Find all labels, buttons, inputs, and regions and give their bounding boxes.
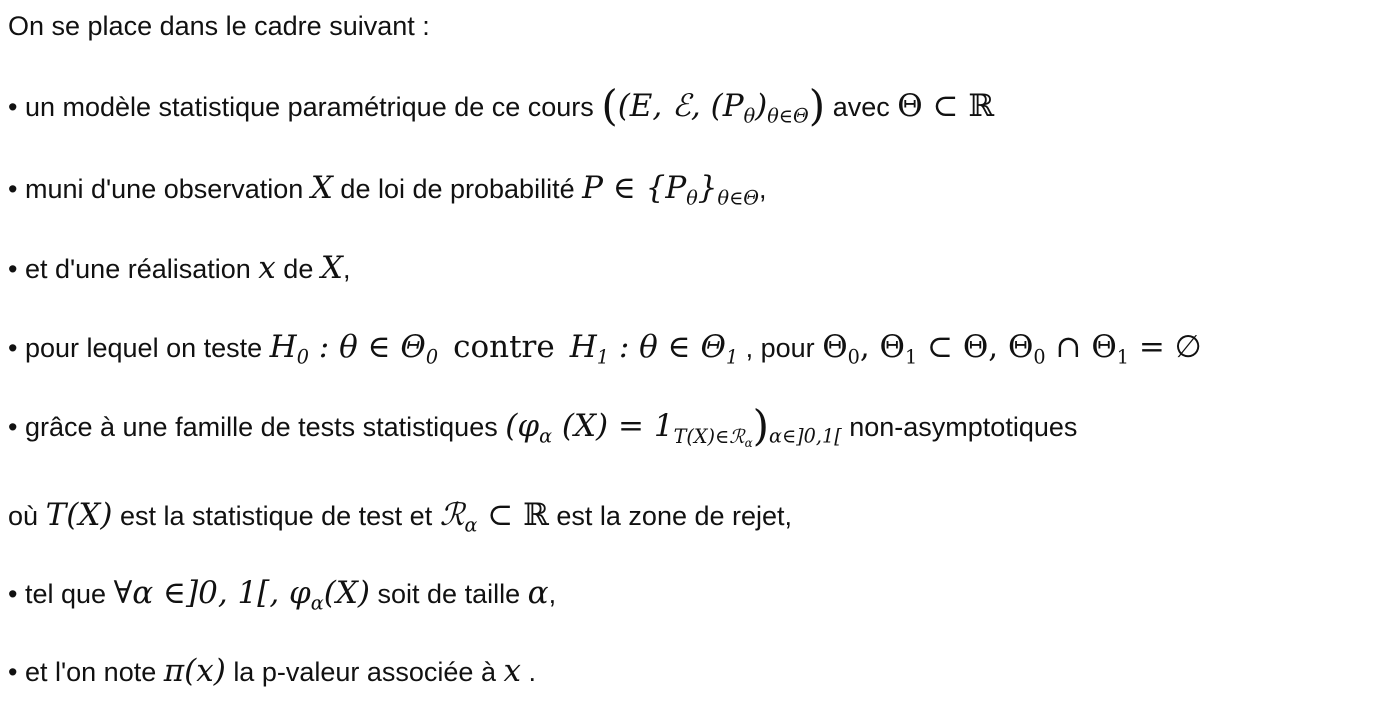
bullet-item-hypotheses: • pour lequel on teste $H_0$ : θ ∈ $\Theta_0$ contre $H_1$ : θ ∈ $\Theta_1$ , pour $\Theta_0$, $\Theta_1$ ⊂ Θ, $\Theta_0$ ∩ $\Theta_1$ = ∅	[8, 329, 1202, 369]
bullet-item-size: • tel que ∀α ∈]0, 1[, $\varphi_\alpha(X)$ soit de taille α,	[8, 575, 557, 615]
math-X2: X	[320, 250, 343, 286]
math-H0: $H_0$ : θ ∈ $\Theta_0$	[269, 329, 439, 369]
math-pi-x: π(x)	[163, 653, 226, 689]
bullet-item-tests: • grâce à une famille de tests statistiques ($\varphi_\alpha$ $(X) = 1_{T(X)\in ℛ_\alpha})_{\alpha\in]0,1[}$ non-asymptotiques	[8, 401, 1078, 450]
math-H1: $H_1$ : θ ∈ $\Theta_1$	[569, 329, 739, 369]
math-test-family: ($\varphi_\alpha$ $(X) = 1_{T(X)\in ℛ_\alpha})_{\alpha\in]0,1[}$	[505, 401, 842, 450]
math-partition: $\Theta_0$, $\Theta_1$ ⊂ Θ, $\Theta_0$ ∩ $\Theta_1$ = ∅	[822, 329, 1202, 369]
math-model: ((E, ℰ, $(P_\theta)_{\theta\in\Theta}$)	[601, 81, 826, 130]
math-alpha: α	[527, 575, 549, 611]
statistic-line: où T(X) est la statistique de test et ℛ$_\alpha$ ⊂ ℝ est la zone de rejet,	[8, 497, 793, 537]
math-x2: x	[503, 653, 521, 689]
math-rejection-zone: ℛ$_\alpha$ ⊂ ℝ	[439, 497, 549, 537]
math-forall-alpha: ∀α ∈]0, 1[, $\varphi_\alpha(X)$	[113, 575, 370, 615]
bullet-item-pvalue: • et l'on note π(x) la p-valeur associée à x .	[8, 653, 536, 689]
math-contre: contre	[453, 329, 555, 365]
math-law: P ∈ $\{P_\theta\}_{\theta\in\Theta}$	[582, 170, 760, 210]
math-X: X	[310, 170, 333, 206]
math-theta-subset: Θ ⊂ ℝ	[897, 88, 995, 124]
math-T-of-X: T(X)	[45, 497, 113, 533]
bullet-item-realisation: • et d'une réalisation x de X,	[8, 250, 351, 286]
intro-line: On se place dans le cadre suivant :	[8, 11, 430, 41]
math-x: x	[258, 250, 276, 286]
bullet-item-observation: • muni d'une observation X de loi de probabilité P ∈ $\{P_\theta\}_{\theta\in\Theta}$,	[8, 170, 767, 210]
bullet-item-model: • un modèle statistique paramétrique de ce cours ((E, ℰ, $(P_\theta)_{\theta\in\Theta}$) avec Θ ⊂ ℝ	[8, 81, 995, 130]
